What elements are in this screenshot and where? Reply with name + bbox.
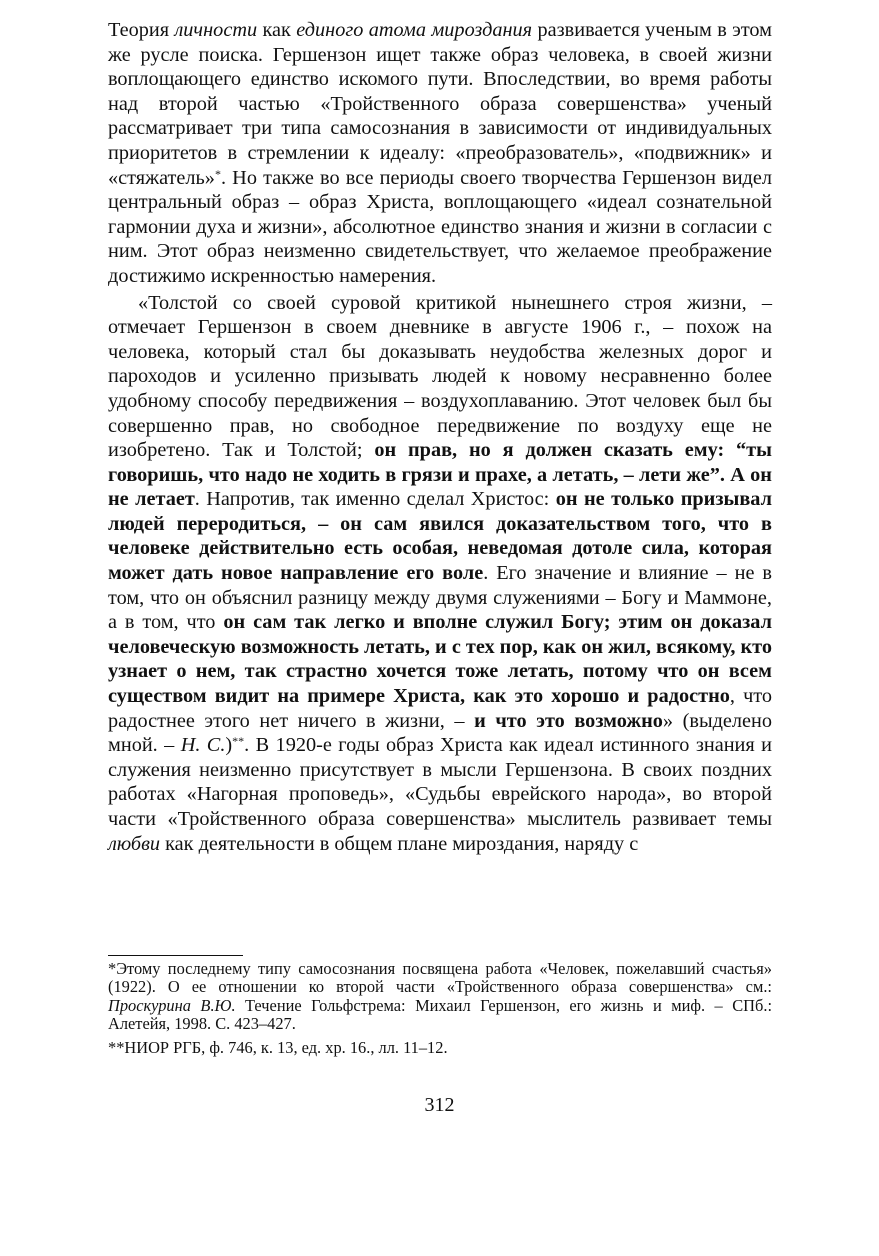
footnote-1 — [108, 960, 772, 1034]
text-run: . Его значение и влияние – не в том, что он объяснил разницу между двумя служениями – Богу и Маммоне, а в том, что — [108, 562, 772, 634]
text-run: . Но также во все периоды своего творчества Гершензон видел центральный образ – образ Христа, воплощающего «идеал сознательной гармонии духа и жизни», абсолютное единство знания и жизни в согласии с ним. Этот образ неизменно свидетельствует, что желаемое преображение достижимо искренностью намерения. — [108, 166, 772, 287]
emphasis-italic: Н. С. — [180, 734, 226, 757]
page-number: 312 — [424, 1094, 455, 1116]
footnote-marker: * — [214, 166, 221, 181]
text-run: как деятельности в общем плане мироздания, наряду с — [160, 832, 639, 855]
text-run: , что радостнее этого нет ничего в жизни, – — [108, 685, 773, 732]
paragraph-quotation — [108, 291, 772, 857]
footnote-divider — [108, 955, 243, 956]
emphasis-bold: он сам так легко и вполне служил Богу; этим он доказал человеческую возможность летать, и с тех пор, как он жил, всякому, кто узнает о нем, так страстно хочется тоже летать, потому что он всем существом видит на примере Христа, как это хорошо и радостно — [108, 611, 772, 708]
emphasis-bold: он прав, но я должен сказать ему: “ты говоришь, что надо не ходить в грязи и прахе, а летать, – лети же”. А он не летает — [108, 439, 772, 511]
text-run: . Напротив, так именно сделал Христос: — [194, 488, 556, 511]
footnote-marker: ** — [232, 734, 245, 749]
emphasis-bold: и что это возможно — [474, 709, 663, 732]
text-run: **НИОР РГБ, ф. 746, к. 13, ед. хр. 16., лл. 11–12. — [108, 1037, 448, 1057]
text-run: *Этому последнему типу самосознания посвящена работа «Человек, пожелавший счастья» (1922). О ее отношении ко второй части «Тройственного образа совершенства» см.: — [108, 959, 772, 997]
text-run: ) — [225, 734, 233, 757]
text-run: развивается ученым в этом же русле поиска. Гершензон ищет также образ человека, в своей жизни воплощающего единство искомого пути. Впоследствии, во время работы над второй частью «Тройственного образа совершенства» ученый рассматривает три типа самосознания в зависимости от индивидуальных приоритетов в стремлении к идеалу: «преобразователь», «подвижник» и «стяжатель» — [108, 19, 773, 189]
emphasis-italic: любви — [108, 832, 161, 855]
paragraph — [108, 18, 772, 289]
text-run: » (выделено мной. – — [108, 709, 773, 757]
text-run: Теория — [108, 19, 175, 41]
text-run: как — [257, 19, 297, 41]
footnote-2 — [108, 1039, 772, 1057]
emphasis-italic: единого атома мироздания — [296, 19, 533, 41]
text-run: Течение Гольфстрема: Михаил Гершензон, его жизнь и миф. – СПб.: Алетейя, 1998. С. 423–427. — [108, 995, 772, 1034]
emphasis-bold: он не только призывал людей переродиться, – он сам явился доказательством того, что в человеке действительно есть особая, неведомая дотоле сила, которая может дать новое направление его воле — [108, 488, 773, 585]
text-run: «Толстой со своей суровой критикой нынешнего строя жизни, – отмечает Гершензон в своем дневнике в августе 1906 г., – похож на человека, который стал бы доказывать неудобства железных дорог и пароходов и усиленно призывать людей к новому несравненно более удобному способу передвижения – воздухоплаванию. Этот человек был бы совершенно прав, но свободное передвижение по воздуху еще не изобретено. Так и Толстой; — [108, 291, 772, 462]
footnotes — [108, 960, 772, 1062]
emphasis-italic: личности — [174, 19, 258, 41]
emphasis-italic: Проскурина В.Ю. — [108, 995, 236, 1015]
text-run: . В 1920-е годы образ Христа как идеал истинного знания и служения неизменно присутствует в мысли Гершензона. В своих поздних работах «Нагорная проповедь», «Судьбы еврейского народа», во второй части «Тройственного образа совершенства» мыслитель развивает темы — [108, 734, 772, 830]
main-text — [108, 18, 772, 856]
